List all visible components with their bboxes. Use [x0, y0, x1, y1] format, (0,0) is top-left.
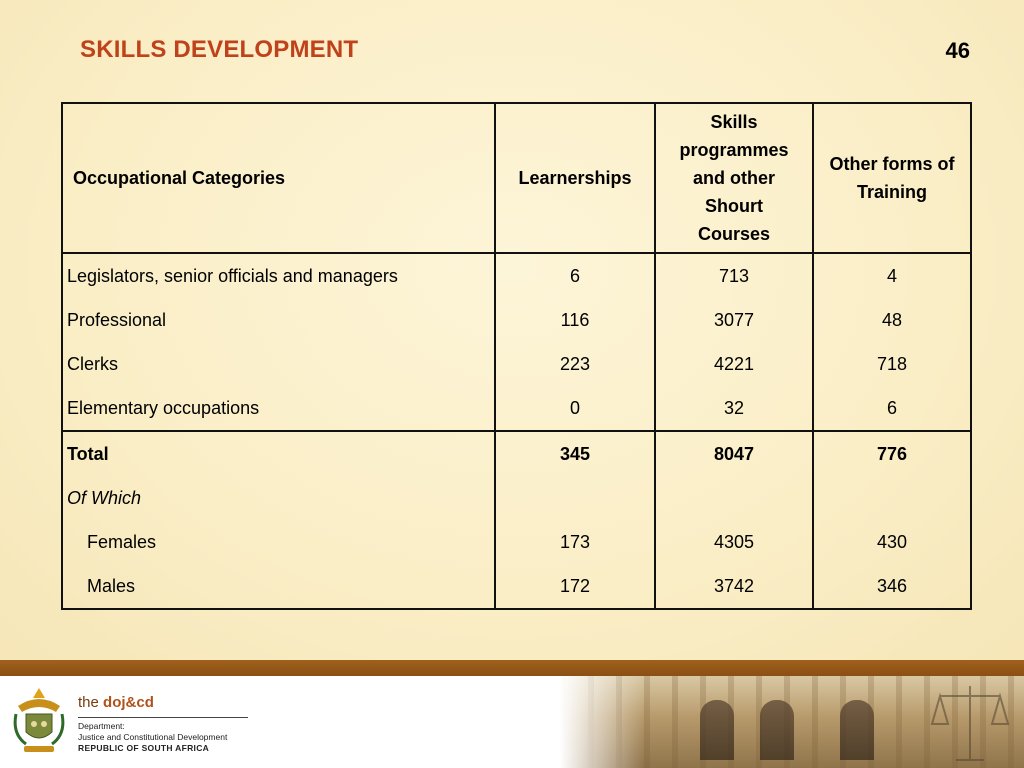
cell-category: Professional — [67, 309, 167, 330]
dept-label: Department: — [78, 721, 125, 731]
table-total-row — [62, 431, 971, 476]
header-skills-line: Skills — [710, 112, 758, 132]
table-of-which-row — [62, 476, 971, 520]
photo-window — [700, 700, 734, 760]
cell-category: Legislators, senior officials and managers — [67, 265, 398, 286]
scales-of-justice-icon — [930, 680, 1010, 764]
dept-name: Justice and Constitutional Development — [78, 732, 228, 742]
cell-total-skills: 8047 — [655, 431, 813, 476]
cell-skills: 713 — [655, 253, 813, 298]
table-row — [62, 298, 971, 342]
brand-name: doj — [103, 694, 126, 711]
cell-of-which: Of Which — [67, 487, 142, 508]
cell-category: Females — [87, 531, 157, 552]
cell-other: 718 — [813, 342, 971, 386]
cell-learnerships: 172 — [495, 564, 655, 609]
cell-total-label: Total — [62, 431, 495, 476]
header-skills-line: programmes — [679, 140, 789, 160]
cell-other: 430 — [813, 520, 971, 564]
table-row-males — [62, 564, 971, 609]
cell-empty — [495, 476, 655, 520]
header-category: Occupational Categories — [62, 103, 495, 253]
cell-learnerships: 6 — [495, 253, 655, 298]
brand-prefix: the — [78, 694, 99, 711]
cell-learnerships: 116 — [495, 298, 655, 342]
cell-other: 346 — [813, 564, 971, 609]
header-other-line: Other forms of — [829, 154, 955, 174]
header-skills-line: Shourt — [705, 196, 763, 216]
header-other-training — [813, 103, 971, 253]
brand-amp: & — [125, 694, 137, 711]
photo-window — [840, 700, 874, 760]
brand-logo-text — [78, 694, 154, 711]
header-skills-programmes — [655, 103, 813, 253]
cell-empty — [655, 476, 813, 520]
cell-other: 6 — [813, 386, 971, 431]
cell-category: Elementary occupations — [67, 397, 260, 418]
table-row-females — [62, 520, 971, 564]
header-skills-line: Courses — [697, 224, 771, 244]
table-row — [62, 386, 971, 431]
table-row — [62, 253, 971, 298]
cell-other: 4 — [813, 253, 971, 298]
department-text — [78, 721, 227, 754]
cell-learnerships: 223 — [495, 342, 655, 386]
cell-empty — [813, 476, 971, 520]
country-name: REPUBLIC OF SOUTH AFRICA — [78, 743, 210, 753]
brand-divider — [78, 717, 248, 718]
cell-skills: 4305 — [655, 520, 813, 564]
cell-learnerships: 173 — [495, 520, 655, 564]
cell-category: Clerks — [67, 353, 119, 374]
cell-skills: 3077 — [655, 298, 813, 342]
cell-category: Males — [87, 575, 136, 596]
coat-of-arms-icon — [12, 684, 66, 758]
brand-suffix: cd — [136, 694, 154, 711]
cell-skills: 32 — [655, 386, 813, 431]
skills-table — [61, 102, 972, 610]
header-skills-line: and other — [692, 168, 775, 188]
cell-skills: 4221 — [655, 342, 813, 386]
cell-total-learnerships: 345 — [495, 431, 655, 476]
page-number: 46 — [945, 38, 970, 63]
photo-window — [760, 700, 794, 760]
table-header-row — [62, 103, 971, 253]
cell-learnerships: 0 — [495, 386, 655, 431]
footer-divider-bar — [0, 660, 1024, 676]
cell-other: 48 — [813, 298, 971, 342]
header-learnerships: Learnerships — [495, 103, 655, 253]
cell-total-other: 776 — [813, 431, 971, 476]
table-row — [62, 342, 971, 386]
header-other-line: Training — [856, 182, 927, 202]
slide-title: SKILLS DEVELOPMENT — [80, 36, 359, 63]
cell-skills: 3742 — [655, 564, 813, 609]
